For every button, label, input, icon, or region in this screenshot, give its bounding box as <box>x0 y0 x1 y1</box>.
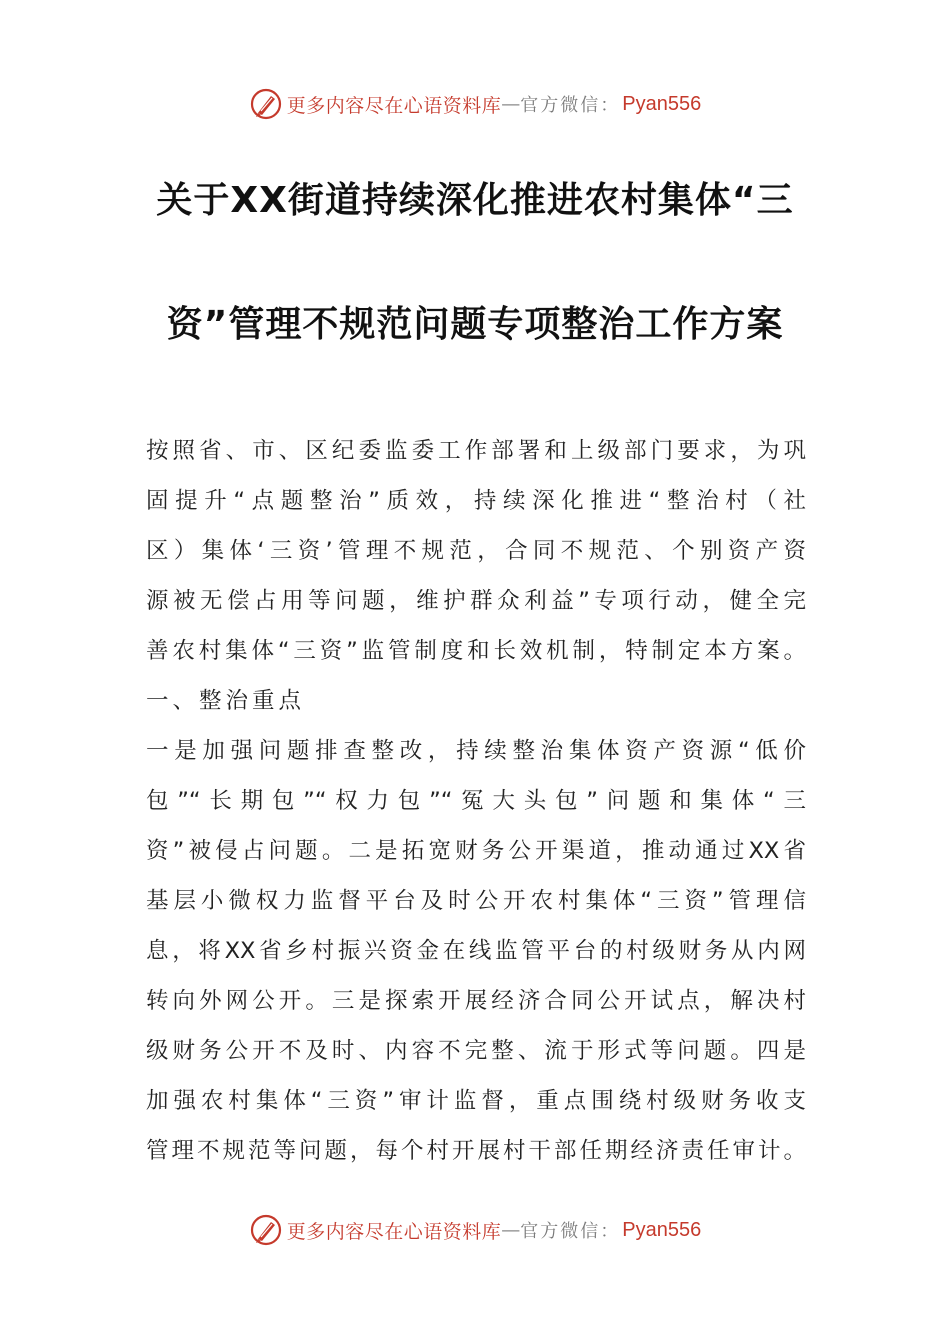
body-line: 包”“长期包”“权力包”“冤大头包”问题和集体“三 <box>146 788 806 814</box>
body-line: 息，将XX省乡村振兴资金在线监管平台的村级财务从内网 <box>146 938 806 964</box>
body-line: 善农村集体“三资”监管制度和长效机制，特制定本方案。 <box>146 638 806 664</box>
body-line: 加强农村集体“三资”审计监督，重点围绕村级财务收支 <box>146 1088 806 1114</box>
document-title-line-1: 关于XX街道持续深化推进农村集体“三 <box>156 180 794 221</box>
document-title-line-2: 资”管理不规范问题专项整治工作方案 <box>166 304 784 345</box>
body-line: 级财务公开不及时、内容不完整、流于形式等问题。四是 <box>146 1038 806 1064</box>
body-line: 基层小微权力监督平台及时公开农村集体“三资”管理信 <box>146 888 806 914</box>
banner-label: 官方微信： <box>520 95 621 116</box>
banner-slogan: 更多内容尽在心语资料库 <box>286 94 502 117</box>
body-line: 固提升“点题整治”质效，持续深化推进“整治村（社 <box>146 488 806 514</box>
banner-wechat-id: Pyan556 <box>622 92 702 115</box>
body-line: 一是加强问题排查整改，持续整治集体资产资源“低价 <box>146 738 806 764</box>
pen-nib-logo-icon <box>249 87 283 121</box>
body-line: 区）集体‘三资’管理不规范，合同不规范、个别资产资 <box>146 538 806 564</box>
banner-separator: — <box>501 93 521 115</box>
banner-label: 官方微信： <box>520 1221 621 1242</box>
watermark-banner-top <box>0 84 950 124</box>
banner-separator: — <box>501 1219 521 1241</box>
pen-nib-logo-icon <box>249 1213 283 1247</box>
body-line: 管理不规范等问题，每个村开展村干部任期经济责任审计。 <box>146 1138 806 1164</box>
banner-wechat-id: Pyan556 <box>622 1218 702 1241</box>
banner-slogan: 更多内容尽在心语资料库 <box>286 1220 502 1243</box>
body-line: 资”被侵占问题。二是拓宽财务公开渠道，推动通过XX省 <box>146 838 806 864</box>
body-line: 转向外网公开。三是探索开展经济合同公开试点，解决村 <box>146 988 806 1014</box>
section-heading: 一、整治重点 <box>146 688 306 714</box>
document-body <box>146 426 806 1176</box>
watermark-banner-bottom <box>0 1210 950 1250</box>
body-line: 源被无偿占用等问题，维护群众利益”专项行动，健全完 <box>146 588 806 614</box>
body-line: 按照省、市、区纪委监委工作部署和上级部门要求，为巩 <box>146 438 806 464</box>
